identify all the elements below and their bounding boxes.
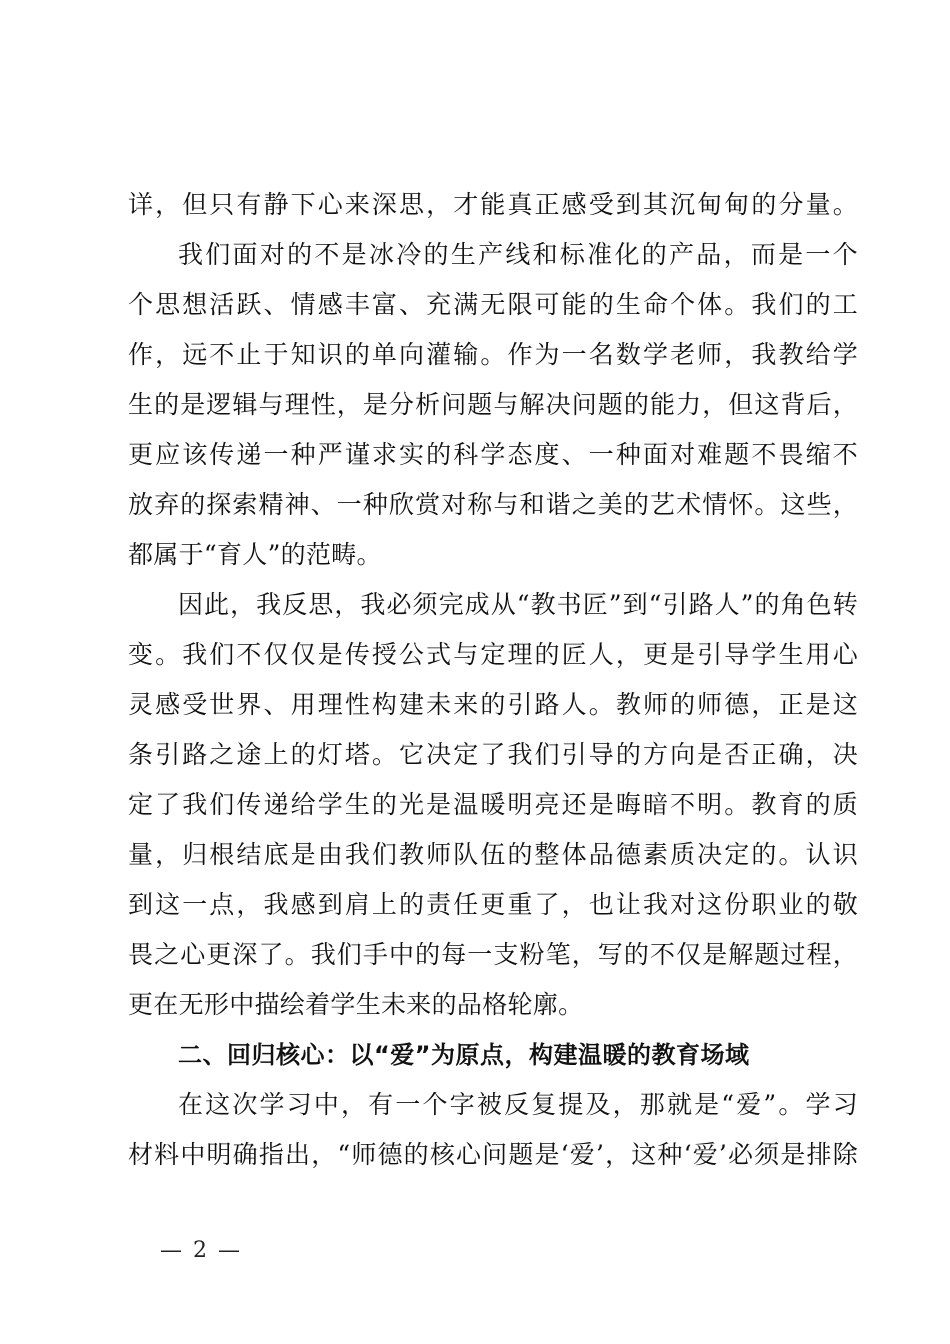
paragraph-line: 因此，我反思，我必须完成从“教书匠”到“引路人”的角色转 <box>178 590 858 619</box>
paragraph-line: 放弃的探索精神、一种欣赏对称与和谐之美的艺术情怀。这些， <box>128 490 858 519</box>
paragraph-line: 生的是逻辑与理性，是分析问题与解决问题的能力，但这背后， <box>128 390 858 419</box>
paragraph-line: 条引路之途上的灯塔。它决定了我们引导的方向是否正确，决 <box>128 740 858 769</box>
paragraph-line: 我们面对的不是冰冷的生产线和标准化的产品，而是一个 <box>178 240 858 269</box>
page-number: — 2 — <box>160 1238 242 1263</box>
paragraph-line: 在这次学习中，有一个字被反复提及，那就是“爱”。学习 <box>178 1090 858 1119</box>
paragraph-line: 变。我们不仅仅是传授公式与定理的匠人，更是引导学生用心 <box>128 640 858 669</box>
paragraph-line: 作，远不止于知识的单向灌输。作为一名数学老师，我教给学 <box>128 340 858 369</box>
paragraph-line: 灵感受世界、用理性构建未来的引路人。教师的师德，正是这 <box>128 690 858 719</box>
paragraph-line: 更在无形中描绘着学生未来的品格轮廓。 <box>128 990 584 1019</box>
paragraph-line: 到这一点，我感到肩上的责任更重了，也让我对这份职业的敬 <box>128 890 858 919</box>
section-heading: 二、回归核心：以“爱”为原点，构建温暖的教育场域 <box>178 1041 750 1069</box>
paragraph-line: 个思想活跃、情感丰富、充满无限可能的生命个体。我们的工 <box>128 290 858 319</box>
paragraph-line: 都属于“育人”的范畴。 <box>128 540 382 569</box>
body-text <box>128 180 858 1180</box>
paragraph-line: 更应该传递一种严谨求实的科学态度、一种面对难题不畏缩不 <box>128 440 858 469</box>
paragraph-line: 定了我们传递给学生的光是温暖明亮还是晦暗不明。教育的质 <box>128 790 858 819</box>
paragraph-line: 详，但只有静下心来深思，才能真正感受到其沉甸甸的分量。 <box>128 190 858 219</box>
paragraph-line: 材料中明确指出，“师德的核心问题是‘爱’，这种‘爱’必须是排除 <box>128 1140 858 1169</box>
paragraph-line: 畏之心更深了。我们手中的每一支粉笔，写的不仅是解题过程， <box>128 940 858 969</box>
paragraph-line: 量，归根结底是由我们教师队伍的整体品德素质决定的。认识 <box>128 840 858 869</box>
